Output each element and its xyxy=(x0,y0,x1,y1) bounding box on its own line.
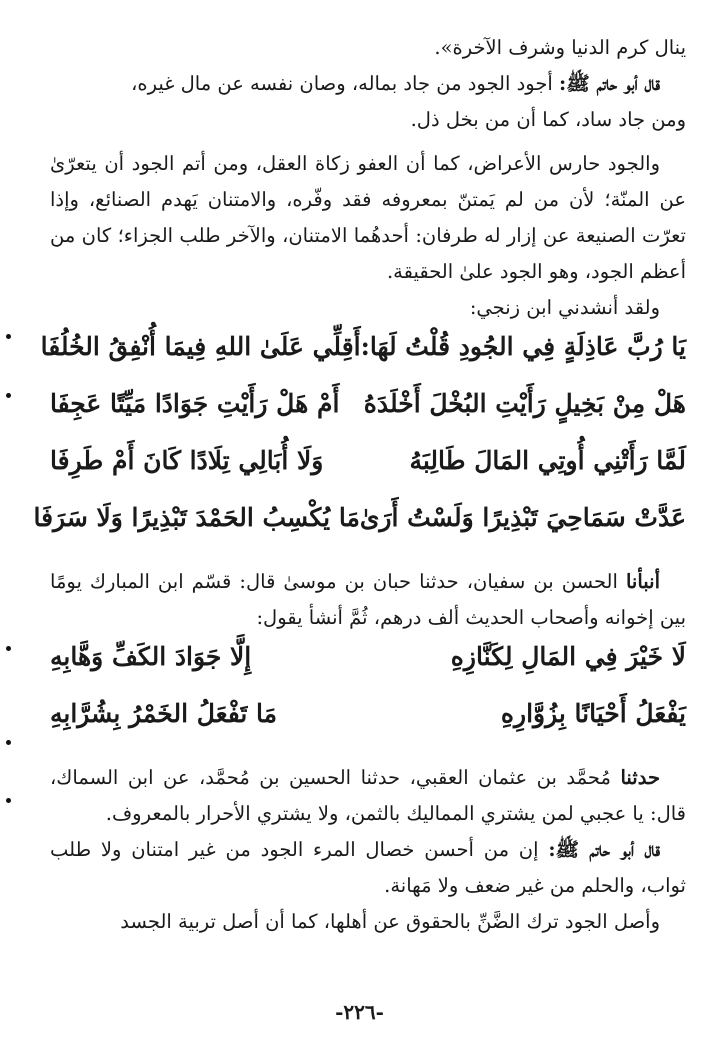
paragraph-8: وأصل الجود ترك الضَّنِّ بالحقوق عن أهلها، كما أن أصل تربية الجسد xyxy=(120,910,660,933)
verse-right-hemistich: هَلْ مِنْ بَخِيلٍ رَأَيْتِ البُخْلَ أَخْلَدَهُ xyxy=(363,389,686,418)
verse-left-hemistich: مَا تَفْعَلُ الخَمْرُ بِشُرَّابِهِ xyxy=(50,699,278,728)
margin-mark xyxy=(6,646,11,651)
paragraph-2-continued: ومن جاد ساد، كما أن من بخل ذل. xyxy=(410,108,686,131)
poem-verse xyxy=(50,389,686,446)
verse-left-hemistich: أَقِلِّي عَلَىٰ اللهِ فِيمَا أُنْفِقُ الخُلُفَا xyxy=(40,332,361,361)
paragraph-3: والجود حارس الأعراض، كما أن العفو زكاة العقل، ومن أتم الجود أن يتعرّىٰ عن المنّة؛ لأن من لم يَمتنّ بمعروفه فقد وفّره، والامتنان يَهدم الصنائع، وإذا تعرّت الصنيعة عن إزار له طرفان: أحدهُما الامتنان، والآخر طلب الجزاء؛ كان من أعظم الجود، وهو الجود علىٰ الحقيقة. xyxy=(50,152,686,283)
poem-verse xyxy=(40,332,686,389)
page-number: -٢٢٦- xyxy=(335,1000,384,1024)
verse-right-hemistich: عَدَّتْ سَمَاحِيَ تَبْذِيرًا وَلَسْتُ أَرَىٰ xyxy=(359,503,686,532)
paragraph-5-text: الحسن بن سفيان، حدثنا حبان بن موسىٰ قال: قسّم ابن المبارك يومًا بين إخوانه وأصحاب الحديث ألف درهم، ثُمَّ أنشأ يقول: xyxy=(50,570,686,629)
paragraph-7 xyxy=(50,832,686,904)
poem-verse xyxy=(50,699,686,756)
margin-mark xyxy=(6,393,11,398)
paragraph-5-heading: أنبأنا xyxy=(625,570,660,593)
margin-mark xyxy=(6,334,11,339)
paragraph-6-heading: حدثنا xyxy=(620,766,660,789)
paragraph-2 xyxy=(50,66,686,102)
verse-left-hemistich: أَمْ هَلْ رَأَيْتِ جَوَادًا مَيِّتًا عَجِفَا xyxy=(50,389,340,418)
poem-verse xyxy=(50,446,686,503)
verse-left-hemistich: مَا يُكْسِبُ الحَمْدَ تَبْذِيرًا وَلَا سَرَفَا xyxy=(33,503,360,532)
paragraph-4: ولقد أنشدني ابن زنجي: xyxy=(469,296,660,319)
paragraph-6-text: مُحمَّد بن عثمان العقبي، حدثنا الحسين بن مُحمَّد، عن ابن السماك، قال: يا عجبي لمن يشتري المماليك بالثمن، ولا يشتري الأحرار بالمعروف. xyxy=(50,766,686,825)
paragraph-1: ينال كرم الدنيا وشرف الآخرة». xyxy=(434,36,686,59)
paragraph-5 xyxy=(50,564,686,636)
poem-verse xyxy=(50,642,686,699)
paragraph-7-heading: قال أبو حاتم ﷺ: xyxy=(548,838,660,861)
poem-verse xyxy=(33,503,686,560)
verse-left-hemistich: إِلَّا جَوَادَ الكَفِّ وَهَّابِهِ xyxy=(50,642,252,671)
margin-mark xyxy=(6,740,11,745)
paragraph-2-heading: قال أبو حاتم ﷺ: xyxy=(559,72,660,95)
verse-right-hemistich: يَا رُبَّ عَاذِلَةٍ فِي الجُودِ قُلْتُ لَهَا: xyxy=(360,332,686,361)
margin-mark xyxy=(6,798,11,803)
poem-ibn-zanji xyxy=(33,332,686,560)
paragraph-6 xyxy=(50,760,686,832)
paragraph-2-text: أجود الجود من جاد بماله، وصان نفسه عن مال غيره، xyxy=(131,72,560,95)
page-body xyxy=(33,30,686,940)
poem-ibn-al-mubarak xyxy=(50,642,686,756)
verse-right-hemistich: يَفْعَلُ أَحْيَانًا بِزُوَّارِهِ xyxy=(500,699,686,728)
verse-right-hemistich: لَمَّا رَأَتْنِي أُوتِي المَالَ طَالِبَهُ xyxy=(409,446,686,475)
verse-left-hemistich: وَلَا أُبَالِي تِلَادًا كَانَ أَمْ طَرِفَا xyxy=(50,446,324,475)
verse-right-hemistich: لَا خَيْرَ فِي المَالِ لِكَنَّازِهِ xyxy=(450,642,686,671)
paragraph-7-text: إن من أحسن خصال المرء الجود من غير امتنان ولا طلب ثواب، والحلم من غير ضعف ولا مَهانة. xyxy=(50,838,686,897)
